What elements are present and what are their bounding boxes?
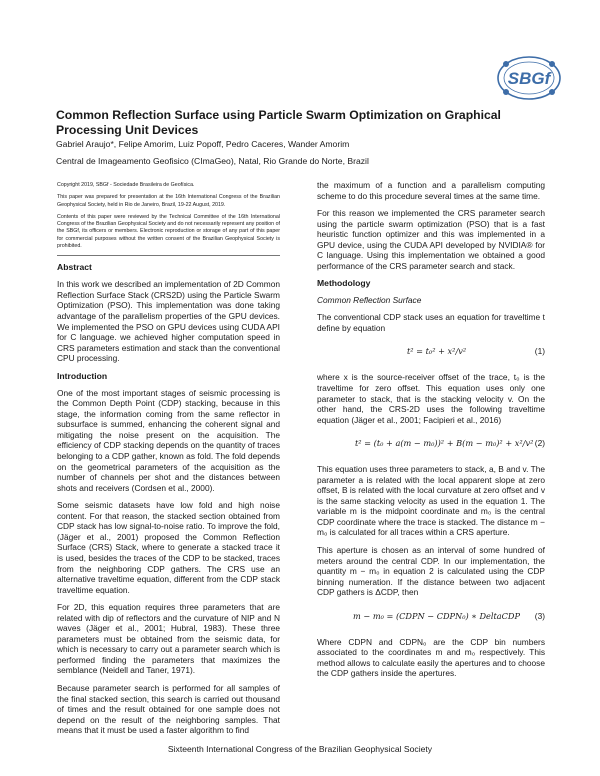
- affiliation: Central de Imageamento Geofisico (CImaGeo), Natal, Rio Grande do Norte, Brazil: [56, 156, 369, 166]
- equation-1-formula: t² = t₀² + x²/v²: [407, 346, 467, 357]
- body-paragraph: This aperture is chosen as an interval of some hundred of meters around the central CDP. In our implementation, the quantity m − m₀ in equation 2 is calculated using the CDP binning numeration. If the distance between two adjacent CDP gathers is ΔCDP, then: [317, 545, 545, 598]
- intro-paragraph: For 2D, this equation requires three parameters that are related with dip of reflectors and the curvature of NIP and N waves (Jäger et al., 2001; Hubral, 1983). These three parameters must be obtained from the seismic data, for which is necessary to carry out a parameter search which is performed finding the parameters that maximizes the semblance (Neidell and Taner, 1971).: [57, 602, 280, 676]
- presentation-notice: This paper was prepared for presentation at the 16th International Congress of the Brazilian Geophysical Society, held in Rio de Janeiro, Brazil, 19-22 August, 2019.: [57, 194, 280, 208]
- equation-2-number: (2): [534, 438, 545, 449]
- body-paragraph: the maximum of a function and a parallelism computing scheme to do this procedure several times at the same time.: [317, 180, 545, 201]
- divider: [57, 255, 280, 256]
- review-notice: Contents of this paper were reviewed by the Technical Committee of the 16th International Congress of the Brazilian Geophysical Society and do not necessarily represent any position of the SBGf, its officers or members. Electronic reproduction or storage of any part of this paper for commercial purposes without the written consent of the Brazilian Geophysical Society is prohibited.: [57, 213, 280, 250]
- sbgf-logo: [496, 54, 562, 102]
- logo-text: SBGf: [507, 69, 551, 88]
- equation-3: [317, 605, 545, 631]
- page-footer: Sixteenth International Congress of the Brazilian Geophysical Society: [167, 744, 433, 754]
- intro-paragraph: Some seismic datasets have low fold and high noise content. For that reason, the stacked section obtained from CDP stack has low signal-to-noise ratio. To improve the fold, (Jäger et al., 2001) proposed the Common Reflection Surface (CRS) Stack, where to generate a stacked trace it is used, besides the traces of the CDP to be stacked, traces from the neighboring CDP gathers. The CRS use an alternative traveltime equation, different from the CDP stack traveltime equation.: [57, 500, 280, 595]
- equation-2: [317, 432, 545, 458]
- body-paragraph: Where CDPN and CDPN₀ are the CDP bin numbers associated to the coordinates m and m₀ respectively. This method allows to calculate easily the apertures and to choose the CDP gathers inside the apertures.: [317, 636, 545, 679]
- body-paragraph: where x is the source-receiver offset of the trace, t₀ is the traveltime for zero offset. This equation uses only one parameter to stack, that is the stacking velocity v. On the other hand, the CRS-2D uses the following traveltime equation (Jäger et al., 2001; Facipieri et al., 2016): [317, 372, 545, 425]
- paper-title: Common Reflection Surface using Particle Swarm Optimization on Graphical Processing Unit Devices: [56, 108, 501, 137]
- equation-1-number: (1): [534, 346, 545, 357]
- methodology-heading: Methodology: [317, 278, 371, 289]
- copyright-line: Copyright 2019, SBGf - Sociedade Brasileira de Geofísica.: [57, 182, 195, 188]
- crs-subheading: Common Reflection Surface: [317, 295, 422, 306]
- abstract-heading: Abstract: [57, 262, 92, 273]
- introduction-heading: Introduction: [57, 370, 108, 381]
- equation-2-formula: t² = (t₀ + a(m − m₀))² + B(m − m₀)² + x²/v²: [355, 438, 534, 449]
- intro-paragraph: Because parameter search is performed for all samples of the final stacked section, this search is carried out thousand of times and the result obtained for one sample does not depend on the result of the neighboring samples. That means that it must be used a faster algorithm to find: [57, 682, 280, 736]
- equation-1: [317, 340, 545, 366]
- left-column: [57, 180, 280, 743]
- body-paragraph: For this reason we implemented the CRS parameter search using the particle swarm optimization (PSO) that is a fast heuristic function optimizer and this was implemented in a GPU device, using the CUDA API developed by NVIDIA® for C language. Using this implementation we obtained a good performance of the CRS parameter search and stack.: [317, 208, 545, 271]
- right-column: [317, 180, 545, 686]
- intro-paragraph: One of the most important stages of seismic processing is the Common Depth Point (CDP) stacking, because in this stage, the information coming from the same reflector in subsurface is summed, enhancing the coherent signal and mitigating the noise present on the acquisition. The efficiency of CDP stacking depends on the quantity of traces belonging to a CDP gather, known as fold. The fold depends on the geometrical parameters of the acquisition as the number of channels per shot and the distances between shots and receivers (Cordsen et al., 2000).: [57, 387, 280, 493]
- equation-3-formula: m − m₀ = (CDPN − CDPN₀) ∗ DeltaCDP: [353, 610, 520, 621]
- authors: Gabriel Araujo*, Felipe Amorim, Luiz Popoff, Pedro Caceres, Wander Amorim: [56, 139, 350, 149]
- abstract-text: In this work we described an implementation of 2D Common Reflection Surface Stack (CRS2D) using the Particle Swarm Optimization (PSO). This implementation was done taking advantage of the parallelism properties of the GPU devices. We implemented the PSO on GPU devices using CUDA API for C language. we achieved higher computation speed in CRS parameters estimation and stack than the conventional CPU processing.: [57, 279, 280, 364]
- equation-3-number: (3): [534, 610, 545, 621]
- body-paragraph: This equation uses three parameters to stack, a, B and v. The parameter a is related with the local apparent slope at zero offset, B is related with the local curvature at zero offset and v is the same stacking velocity as used in the equation 1. The variable m is the midpoint coordinate and m₀ is the central CDP coordinate where the trace is stacked. The distance m − m₀ is calculated for all traces within a CRS aperture.: [317, 464, 545, 538]
- body-paragraph: The conventional CDP stack uses an equation for traveltime t define by equation: [317, 312, 545, 333]
